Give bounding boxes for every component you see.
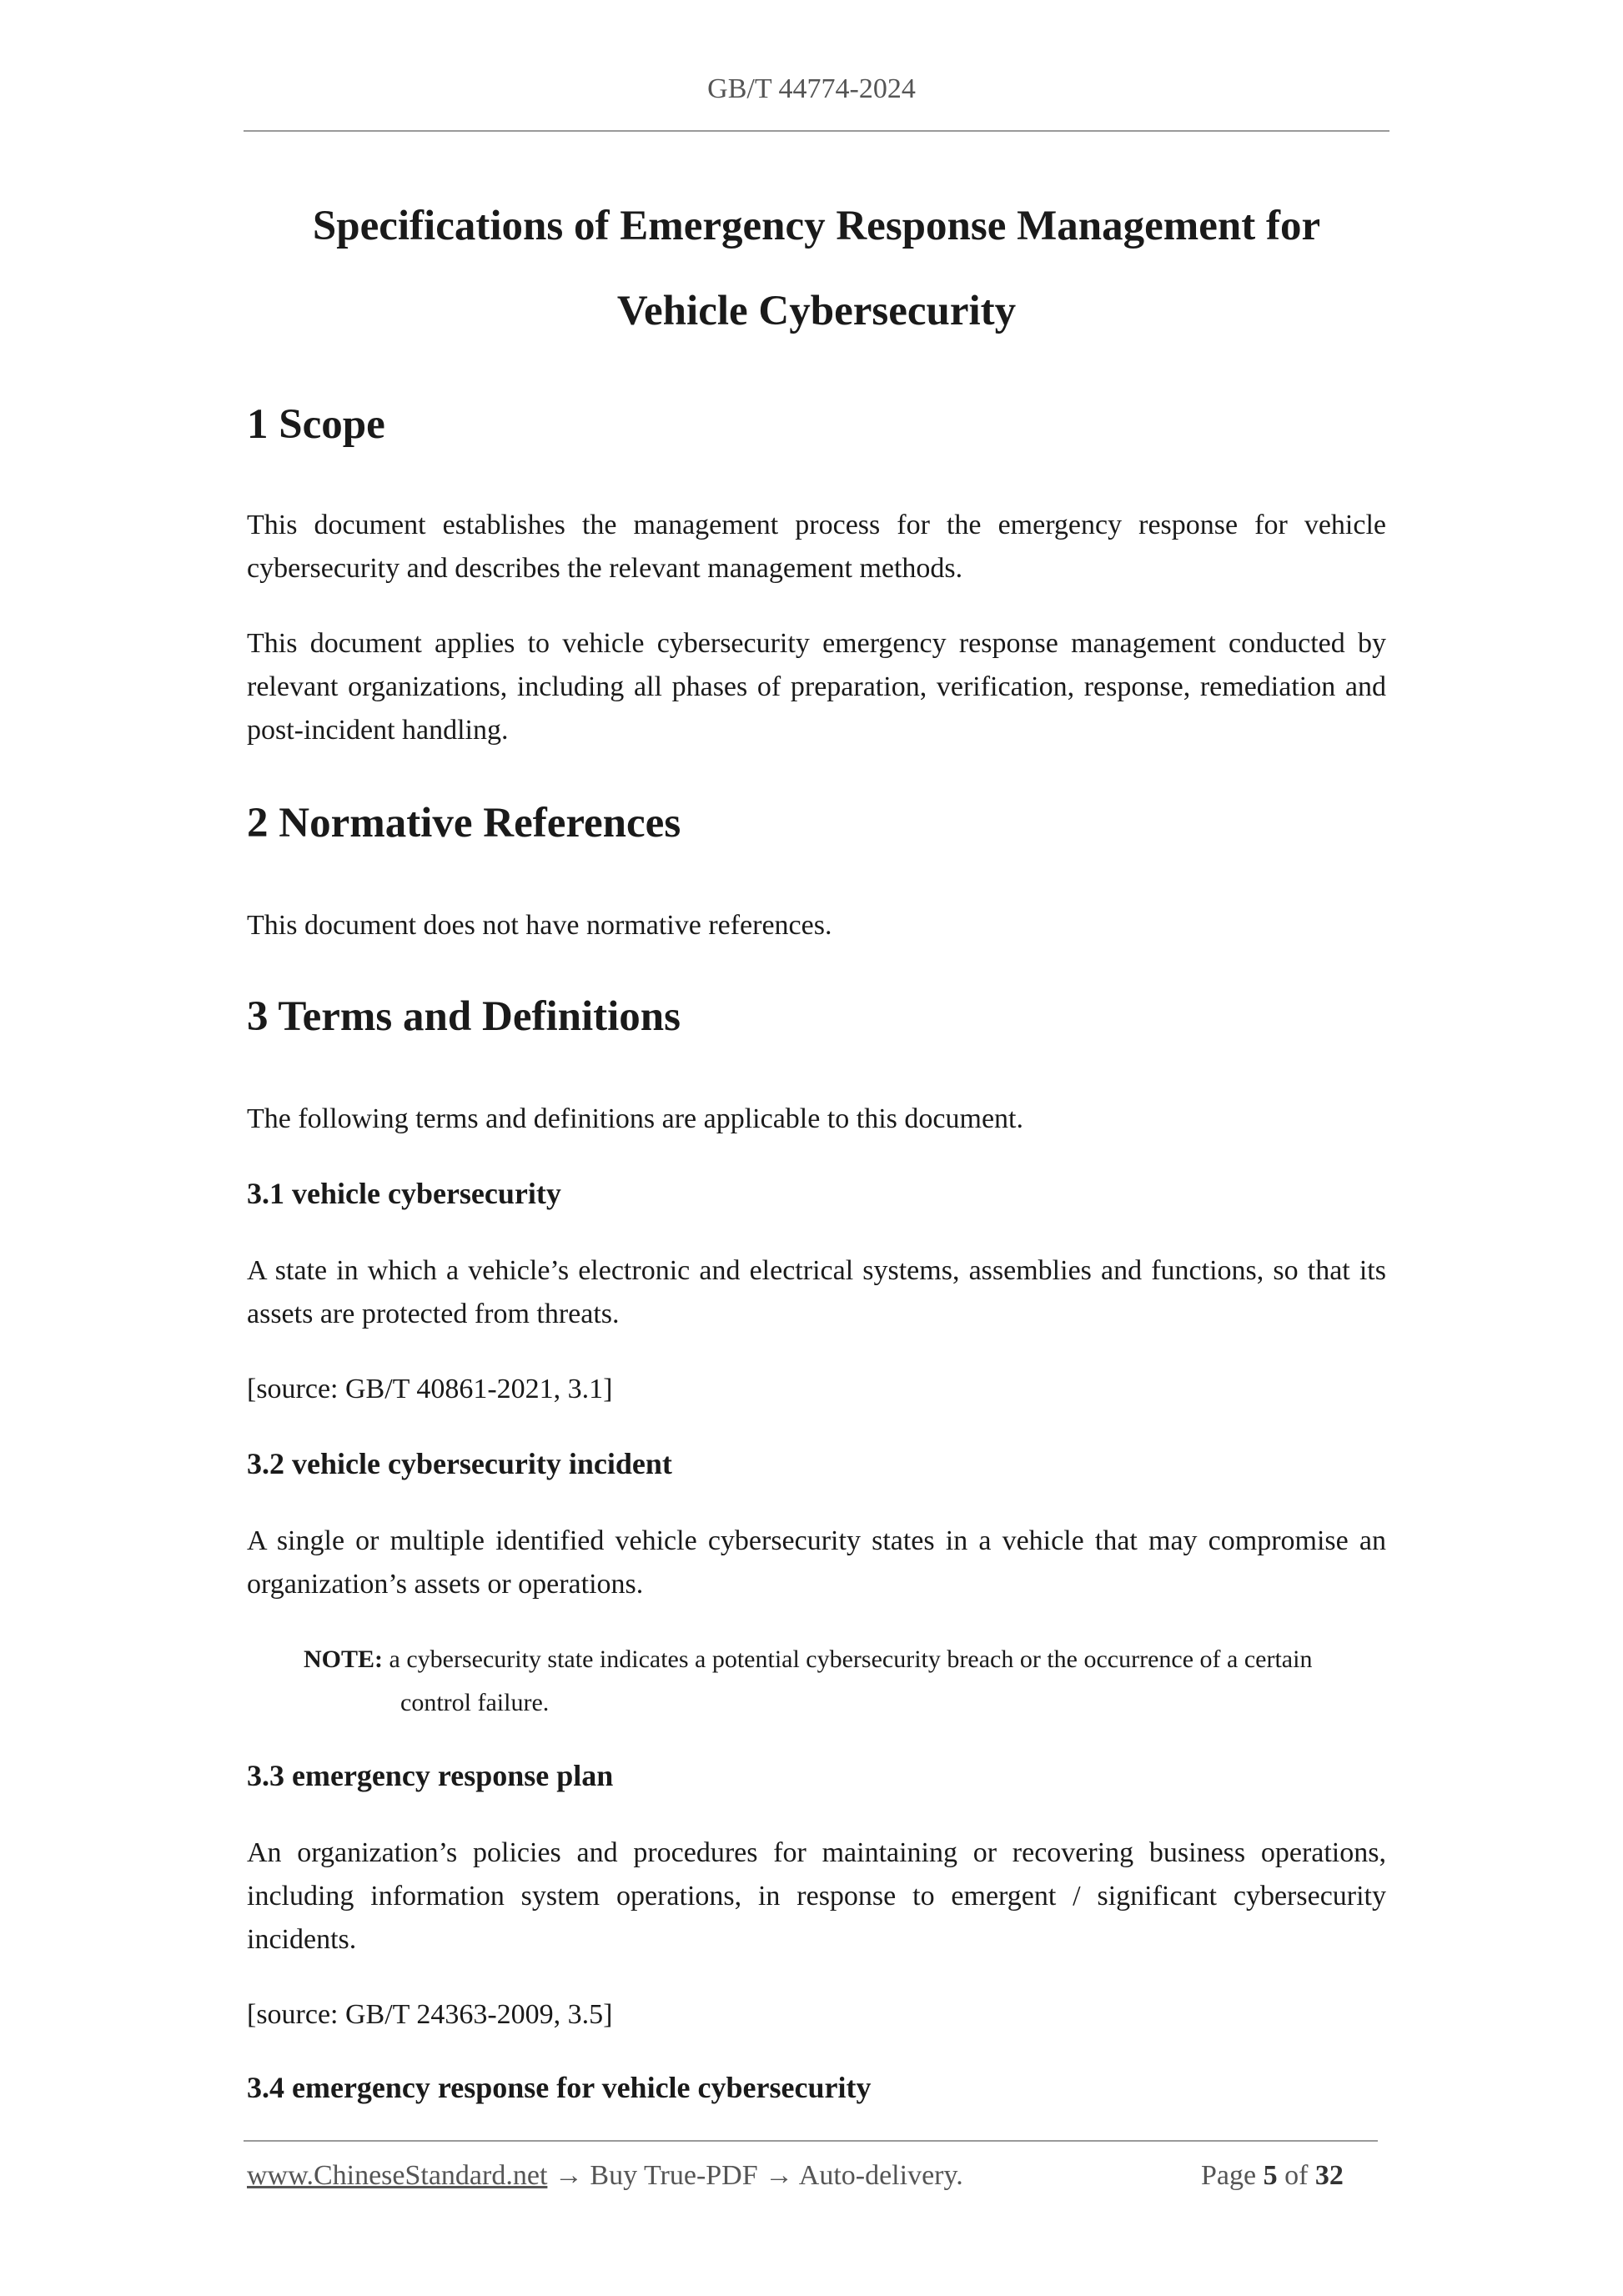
term-heading-3-4: 3.4 emergency response for vehicle cybersecurity	[247, 2071, 872, 2104]
document-title	[244, 183, 1389, 354]
note-line-1: a cybersecurity state indicates a potential cybersecurity breach or the occurrence of a certain	[389, 1645, 1313, 1673]
section-heading-terms: 3 Terms and Definitions	[247, 993, 681, 1040]
section-heading-scope: 1 Scope	[247, 401, 385, 448]
section-heading-normative: 2 Normative References	[247, 800, 681, 847]
term-note-3-2	[304, 1638, 1386, 1725]
term-source-3-1: [source: GB/T 40861-2021, 3.1]	[247, 1374, 613, 1404]
header-doc-code: GB/T 44774-2024	[707, 73, 916, 104]
normative-paragraph: This document does not have normative references.	[247, 910, 832, 941]
page-number	[1201, 2160, 1344, 2192]
page-of: of	[1284, 2160, 1309, 2191]
note-label: NOTE:	[304, 1645, 384, 1673]
terms-intro: The following terms and definitions are applicable to this document.	[247, 1103, 1023, 1134]
scope-paragraph-1: This document establishes the management process for the emergency response for vehicle cybersecurity and describes the relevant management methods.	[247, 510, 1386, 584]
scope-paragraph-2: This document applies to vehicle cybersecurity emergency response management conducted by relevant organizations, including all phases of preparation, verification, response, remediation and post-incident handling.	[247, 628, 1386, 746]
page-current: 5	[1263, 2160, 1278, 2191]
term-definition-3-3: An organization’s policies and procedures for maintaining or recovering business operations, including information system operations, in response to emergent / significant cybersecurity incidents.	[247, 1837, 1386, 1955]
arrow-icon: →	[765, 2160, 794, 2191]
footer-delivery-text: Auto-delivery.	[798, 2160, 963, 2191]
term-heading-3-3: 3.3 emergency response plan	[247, 1759, 614, 1792]
title-line-2: Vehicle Cybersecurity	[616, 288, 1017, 334]
page-total: 32	[1314, 2160, 1344, 2191]
title-line-1: Specifications of Emergency Response Management for	[312, 203, 1321, 249]
term-definition-3-1: A state in which a vehicle’s electronic and electrical systems, assemblies and functions, so that its assets are protected from threats.	[247, 1255, 1386, 1329]
footer-site-link[interactable]: www.ChineseStandard.net	[247, 2160, 548, 2191]
term-definition-3-2: A single or multiple identified vehicle cybersecurity states in a vehicle that may compromise an organization’s assets or operations.	[247, 1525, 1386, 1600]
term-source-3-3: [source: GB/T 24363-2009, 3.5]	[247, 1999, 613, 2030]
term-heading-3-2: 3.2 vehicle cybersecurity incident	[247, 1447, 672, 1480]
footer-rule	[244, 2140, 1378, 2142]
arrow-icon: →	[554, 2160, 583, 2191]
term-heading-3-1: 3.1 vehicle cybersecurity	[247, 1177, 561, 1210]
page-word: Page	[1201, 2160, 1257, 2191]
note-line-2: control failure.	[400, 1689, 550, 1716]
footer-links	[247, 2160, 963, 2192]
footer-buy-text: Buy True-PDF	[590, 2160, 758, 2191]
header-rule	[244, 130, 1389, 132]
